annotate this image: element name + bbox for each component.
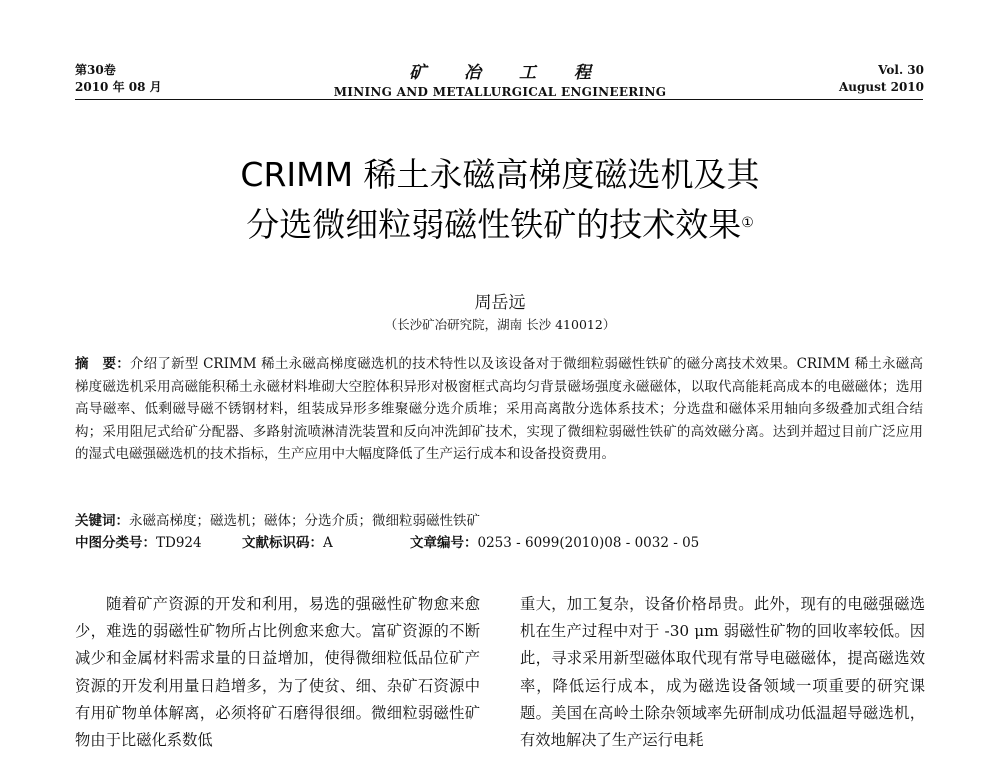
body-right-column: 重大，加工复杂，设备价格昂贵。此外，现有的电磁强磁选机在生产过程中对于 -30 μm 弱磁性矿物的回收率较低。因此，寻求采用新型磁体取代现有常导电磁磁体，提高磁选效率，降低运行成本，成为磁选设备领域一项重要的研究课题。美国在高岭土除杂领域率先研制成功低温超导磁选机，有效地解决了生产运行电耗 [520, 595, 925, 750]
journal-title-cn: 矿 冶 工 程 [409, 63, 607, 83]
header-volume-en-block [839, 62, 924, 96]
clc-code [75, 532, 202, 554]
title-line-2 [0, 200, 1000, 250]
document-code [242, 532, 333, 554]
body-left-column: 随着矿产资源的开发和利用，易选的强磁性矿物愈来愈少，难选的弱磁性矿物所占比例愈来愈大。富矿资源的不断减少和金属材料需求量的日益增加，使得微细粒低品位矿产资源的开发利用量日趋增多，为了使贫、细、杂矿石资源中有用矿物单体解离，必须将矿石磨得很细。微细粒弱磁性矿物由于比磁化系数低 [75, 595, 480, 750]
keywords-text: 永磁高梯度；磁选机；磁体；分选介质；微细粒弱磁性铁矿 [129, 513, 480, 529]
title-footnote-mark: ① [741, 215, 754, 231]
header-date-en: August 2010 [838, 80, 924, 94]
author: 周岳远 [474, 293, 526, 313]
clc-value: TD924 [156, 535, 202, 551]
doc-label: 文献标识码： [242, 535, 323, 551]
article-label: 文章编号： [410, 535, 478, 551]
title-line-2-text: 分选微细粒弱磁性铁矿的技术效果 [246, 205, 742, 244]
journal-title-en: MINING AND METALLURGICAL ENGINEERING [333, 85, 667, 99]
doc-value: A [323, 535, 333, 551]
article-value: 0253 - 6099(2010)08 - 0032 - 05 [477, 535, 700, 551]
article-number [410, 532, 699, 554]
header-volume: 第30卷 [75, 63, 116, 77]
abstract [75, 353, 923, 466]
paper-title [0, 150, 1000, 250]
header-volume-en: Vol. 30 [878, 63, 924, 77]
keywords-label: 关键词： [75, 513, 129, 529]
header-rule [75, 99, 923, 100]
clc-label: 中图分类号： [75, 535, 156, 551]
abstract-label: 摘 要： [75, 356, 130, 372]
abstract-text: 介绍了新型 CRIMM 稀土永磁高梯度磁选机的技术特性以及该设备对于微细粒弱磁性铁矿的磁分离技术效果。CRIMM 稀土永磁高梯度磁选机采用高磁能积稀土永磁材料堆砌大空腔体积异形对极窗框式高均匀背景磁场强度永磁磁体，以取代高能耗高成本的电磁磁体；选用高导磁率、低剩磁导磁不锈钢材料，组装成异形多维聚磁分选介质堆；采用高离散分选体系技术；分选盘和磁体采用轴向多级叠加式组合结构；采用阻尼式给矿分配器、多路射流喷淋清洗装置和反向冲洗卸矿技术，实现了微细粒弱磁性铁矿的高效磁分离。达到并超过目前广泛应用的湿式电磁强磁选机的技术指标，生产应用中大幅度降低了生产运行成本和设备投资费用。 [75, 356, 923, 463]
header-issue-date: 2010 年 08 月 [75, 80, 162, 94]
affiliation: （长沙矿冶研究院，湖南 长沙 410012） [384, 317, 616, 332]
title-line-1: CRIMM 稀土永磁高梯度磁选机及其 [240, 155, 760, 194]
keywords [75, 510, 923, 532]
